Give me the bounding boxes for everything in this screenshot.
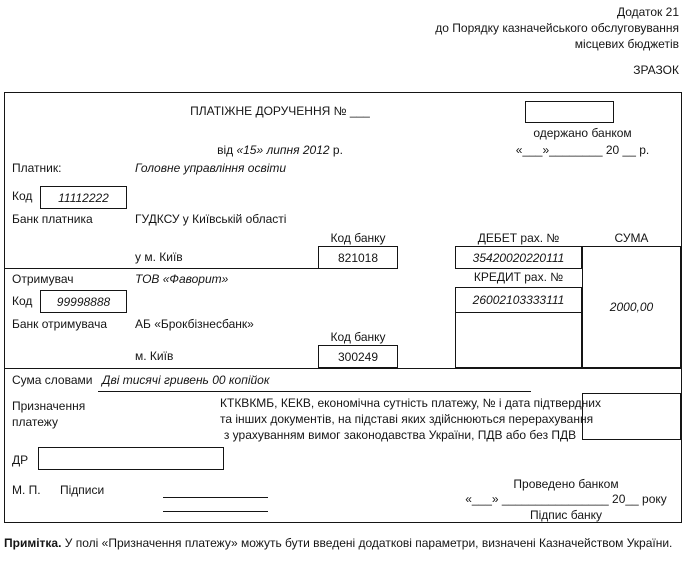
payer-receiver-divider: [4, 268, 398, 269]
suma-label: СУМА: [614, 231, 649, 245]
dr-box: [38, 447, 224, 470]
signature-line-2: [163, 511, 268, 512]
footnote-title: Примітка.: [4, 536, 62, 550]
amount-words-divider: [4, 368, 682, 369]
credit-account-value-row: [456, 288, 581, 313]
payer-bank-city: у м. Київ: [135, 250, 183, 264]
form-title: ПЛАТІЖНЕ ДОРУЧЕННЯ № ___: [190, 104, 370, 118]
suma-value: 2000,00: [609, 300, 654, 314]
payer-bank-code-label: Код банку: [330, 231, 386, 245]
received-by-bank-label: одержано банком: [533, 126, 632, 140]
purpose-side-box: [582, 393, 681, 440]
receiver-bank-code-label: Код банку: [330, 330, 386, 344]
payer-label: Платник:: [12, 161, 62, 175]
received-date-blank: «___»________ 20 __ р.: [515, 143, 650, 157]
credit-account-label: КРЕДИТ рах. №: [473, 270, 564, 284]
receiver-bank-city: м. Київ: [135, 349, 174, 363]
doc-header-order-ref: до Порядку казначейського обслуговування: [435, 21, 679, 35]
receiver-bank-name: АБ «Брокбізнесбанк»: [135, 317, 254, 331]
payer-bank-code-value: 821018: [337, 250, 379, 265]
sample-label: ЗРАЗОК: [633, 63, 679, 77]
credit-account-box: [455, 287, 582, 368]
footnote: [4, 535, 676, 551]
debit-account-box: [455, 246, 582, 269]
bank-signature-label: Підпис банку: [529, 508, 603, 522]
doc-header-budgets: місцевих бюджетів: [574, 37, 679, 51]
purpose-text-line-2: та інших документів, на підставі яких здійснюються перерахування: [220, 412, 594, 426]
footnote-text: У полі «Призначення платежу» можуть бути введені додаткові параметри, визначені Казначейством України.: [64, 536, 673, 550]
receiver-code-value: 99998888: [56, 294, 111, 309]
receiver-name: ТОВ «Фаворит»: [135, 272, 229, 286]
processed-date-blank: «___» ________________ 20__ року: [465, 492, 667, 506]
order-date-prefix: від: [217, 143, 234, 157]
receiver-code-box: [40, 290, 127, 313]
amount-words-underline: [98, 391, 531, 392]
mp-label: М. П.: [12, 483, 41, 497]
purpose-text-line-1: КТКВКМБ, КЕКВ, економічна сутність платежу, № і дата підтвердних: [220, 396, 601, 410]
receiver-bank-label: Банк отримувача: [12, 317, 108, 331]
debit-account-label: ДЕБЕТ рах. №: [477, 231, 560, 245]
suma-box: [582, 246, 681, 368]
debit-account-value: 35420020220111: [472, 250, 565, 265]
signature-line-1: [163, 497, 268, 498]
doc-header-appendix: Додаток 21: [616, 5, 679, 19]
receiver-bank-code-value: 300249: [337, 349, 379, 364]
order-date-suffix: р.: [332, 143, 343, 157]
receiver-label: Отримувач: [12, 272, 74, 286]
signatures-label: Підписи: [60, 483, 105, 497]
payer-bank-code-box: [318, 246, 398, 269]
order-date: [150, 144, 410, 157]
payer-code-box: [40, 186, 127, 209]
processed-by-bank-label: Проведено банком: [513, 477, 619, 491]
payer-bank-label: Банк платника: [12, 212, 93, 226]
payer-code-value: 11112222: [58, 190, 109, 205]
receiver-code-label: Код: [12, 294, 33, 308]
purpose-label: Призначення платежу: [12, 399, 86, 429]
received-stamp-box: [525, 101, 614, 123]
purpose-text-line-3: з урахуванням вимог законодавства України, ПДВ або без ПДВ: [223, 428, 577, 442]
dr-label: ДР: [12, 453, 29, 467]
payer-name: Головне управління освіти: [135, 161, 287, 175]
payer-bank-name: ГУДКСУ у Київській області: [135, 212, 287, 226]
credit-account-value: 26002103333111: [472, 293, 565, 307]
amount-words-value: Дві тисячі гривень 00 копійок: [102, 373, 270, 387]
payer-code-label: Код: [12, 189, 33, 203]
receiver-bank-code-box: [318, 345, 398, 368]
amount-words-label: Сума словами: [12, 373, 93, 387]
order-date-value: «15» липня 2012: [236, 143, 330, 157]
